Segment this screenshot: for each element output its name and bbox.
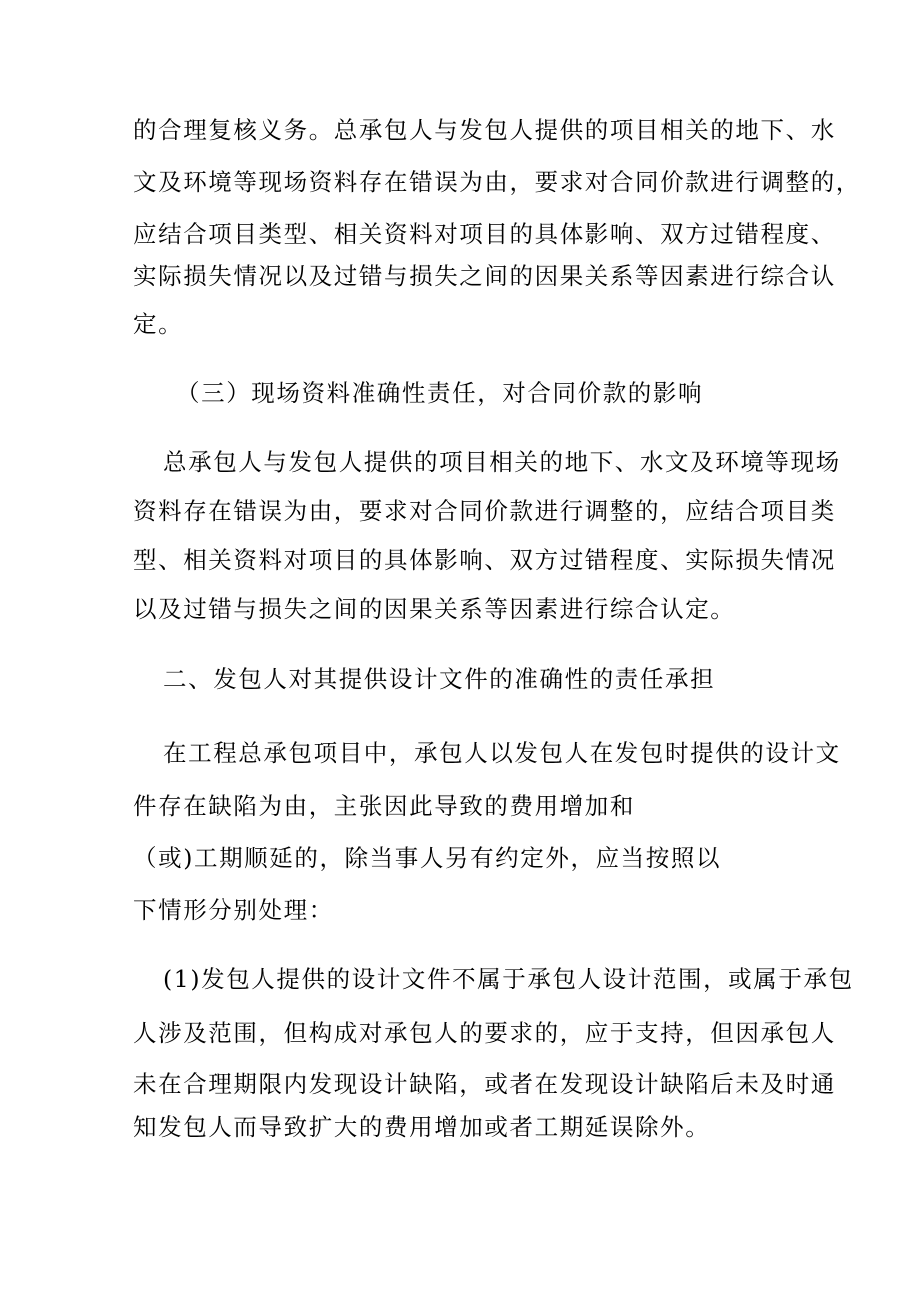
- paragraph-line: 件存在缺陷为由，主张因此导致的费用增加和: [133, 792, 635, 820]
- paragraph-line: 下情形分别处理：: [133, 896, 334, 924]
- paragraph-line: 以及过错与损失之间的因果关系等因素进行综合认定。: [133, 595, 736, 623]
- paragraph-line: 定。: [133, 310, 184, 338]
- paragraph-line: 应结合项目类型、相关资料对项目的具体影响、双方过错程度、: [133, 220, 836, 248]
- paragraph-line: 未在合理期限内发现设计缺陷，或者在发现设计缺陷后未及时通: [133, 1070, 836, 1098]
- paragraph-line: 总承包人与发包人提供的项目相关的地下、水文及环境等现场: [163, 448, 841, 476]
- paragraph-line: 知发包人而导致扩大的费用增加或者工期延误除外。: [133, 1113, 711, 1141]
- section-heading: （三）现场资料准确性责任，对合同价款的影响: [176, 379, 704, 407]
- section-heading: 二、发包人对其提供设计文件的准确性的责任承担: [163, 665, 716, 693]
- paragraph-line: 实际损失情况以及过错与损失之间的因果关系等因素进行综合认: [133, 262, 836, 290]
- paragraph-line: 人涉及范围，但构成对承包人的要求的，应于支持，但因承包人: [133, 1019, 836, 1047]
- paragraph-line: 型、相关资料对项目的具体影响、双方过错程度、实际损失情况: [133, 546, 836, 574]
- paragraph-line: 的合理复核义务。总承包人与发包人提供的项目相关的地下、水: [133, 116, 836, 144]
- paragraph-line: (1)发包人提供的设计文件不属于承包人设计范围，或属于承包: [163, 965, 854, 993]
- paragraph-line: 资料存在错误为由，要求对合同价款进行调整的，应结合项目类: [133, 497, 836, 525]
- paragraph-line: 在工程总承包项目中，承包人以发包人在发包时提供的设计文: [163, 739, 841, 767]
- paragraph-line: 文及环境等现场资料存在错误为由，要求对合同价款进行调整的，: [133, 168, 861, 196]
- paragraph-line: （或)工期顺延的，除当事人另有约定外，应当按照以: [133, 844, 722, 872]
